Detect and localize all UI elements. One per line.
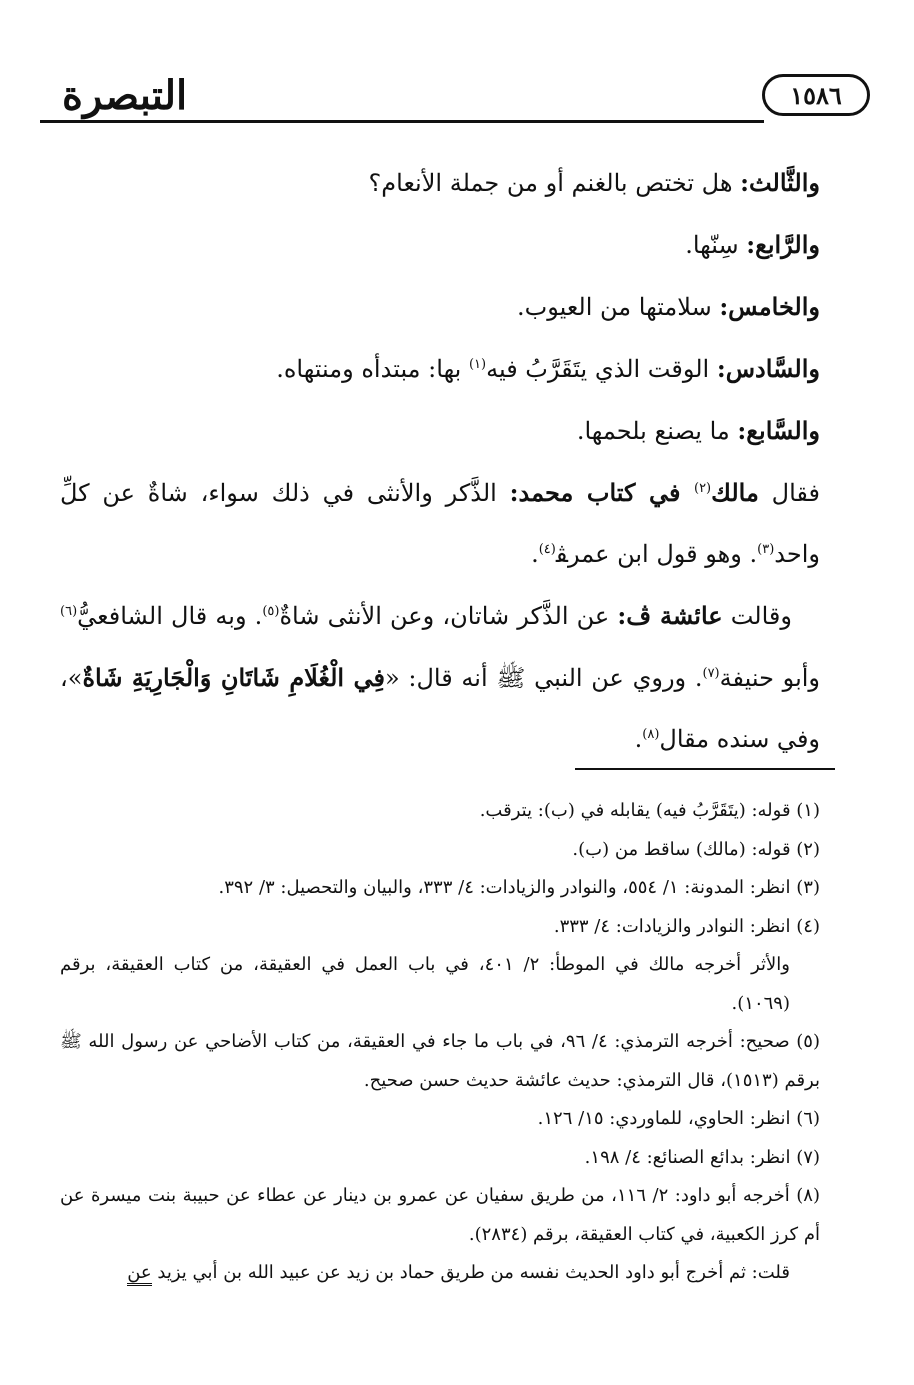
paragraph-third	[60, 152, 820, 214]
footnote-4-continuation: والأثر أخرجه مالك في الموطأ: ٢/ ٤٠١، في باب العمل في العقيقة، من كتاب العقيقة، برقم (١٠٦٩).	[60, 954, 790, 1014]
text-run: فقال	[758, 479, 821, 507]
hadith-quote: فِي الْغُلَامِ شَاتَانِ وَالْجَارِيَةِ شَاةٌ	[82, 663, 385, 692]
footnote-1: (١) قوله: (يتَقَرَّبُ فيه) يقابله في (ب): يترقب.	[479, 800, 820, 821]
item-text: بها: مبتدأه ومنتهاه.	[276, 355, 469, 383]
text-run: . وروي عن النبي ﷺ أنه قال: «	[385, 664, 703, 692]
paragraph-malik	[60, 462, 820, 585]
footnote-8-continuation-text: قلت: ثم أخرج أبو داود الحديث نفسه من طريق حماد بن زيد عن عبيد الله بن أبي يزيد	[157, 1262, 790, 1283]
footnote-ref: (٢)	[693, 481, 712, 496]
running-title: التبصرة	[62, 72, 188, 119]
footnote-4: (٤) انظر: النوادر والزيادات: ٤/ ٣٣٣.	[553, 915, 820, 937]
main-text	[60, 152, 820, 770]
footnote-2: (٢) قوله: (مالك) ساقط من (ب).	[572, 838, 820, 860]
footnote-ref: (٧)	[702, 666, 720, 681]
text-run: عن الذَّكر شاتان، وعن الأنثى شاةٌ	[279, 602, 618, 630]
paragraph-seventh	[60, 400, 820, 462]
header-rule	[40, 120, 764, 123]
paragraph-sixth	[60, 338, 820, 400]
item-label: والثَّالث:	[740, 168, 820, 197]
item-text: هل تختص بالغنم أو من جملة الأنعام؟	[368, 169, 741, 197]
item-label: والرَّابع:	[746, 230, 820, 259]
paragraph-fifth	[60, 276, 820, 338]
paragraph-fourth	[60, 214, 820, 276]
text-run: . وبه قال الشافعيُّ	[77, 602, 263, 630]
footnote-7: (٧) انظر: بدائع الصنائع: ٤/ ١٩٨.	[584, 1146, 820, 1168]
honorific-glyph: ﭭ	[555, 540, 568, 568]
item-text: سِنّها.	[685, 231, 747, 259]
catchword: عن	[127, 1262, 151, 1286]
footnote-3: (٣) انظر: المدونة: ١/ ٥٥٤، والنوادر والزيادات: ٤/ ٣٣٣، والبيان والتحصيل: ٣/ ٣٩٢.	[218, 877, 820, 898]
text-run: .	[634, 725, 643, 753]
footnote-separator	[575, 768, 835, 770]
footnote-6: (٦) انظر: الحاوي، للماوردي: ١٥/ ١٢٦.	[537, 1108, 820, 1129]
item-label: والسَّادس:	[716, 354, 820, 383]
footnote-8-continuation	[60, 1254, 820, 1293]
item-text: الوقت الذي يتَقَرَّبُ فيه	[486, 355, 717, 383]
text-run: الذَّكر والأنثى في ذلك سواء، شاةٌ عن كلِّ واحد	[60, 479, 820, 568]
item-label: والسَّابع:	[737, 416, 820, 445]
footnote-8: (٨) أخرجه أبو داود: ٢/ ١١٦، من طريق سفيان عن عمرو بن دينار عن عطاء عن حبيبة بنت ميسرة عن أم كرز الكعبية، في كتاب العقيقة، برقم (٢٨٣٤).	[60, 1185, 820, 1245]
item-text: ما يصنع بلحمها.	[576, 417, 738, 445]
footnote-ref: (٥)	[262, 604, 280, 619]
footnotes	[60, 792, 820, 1293]
footnote-ref: (٦)	[60, 604, 78, 619]
footnote-ref: (٨)	[642, 727, 660, 742]
source-label: في كتاب محمد:	[509, 478, 694, 507]
name-aisha: عائشة ﭪ:	[617, 601, 723, 630]
text-run: »، وفي سنده مقال	[60, 664, 820, 753]
text-run: وقالت	[722, 602, 792, 630]
page-number-badge: ١٥٨٦	[762, 74, 870, 116]
footnote-ref: (٣)	[757, 542, 775, 557]
text-run: وأبو حنيفة	[719, 664, 821, 692]
text-run: .	[531, 540, 539, 568]
item-text: سلامتها من العيوب.	[516, 293, 720, 321]
paragraph-aisha	[60, 585, 820, 770]
name-malik: مالك	[711, 478, 759, 507]
footnote-ref: (١)	[468, 357, 487, 372]
footnote-ref: (٤)	[538, 542, 556, 557]
item-label: والخامس:	[719, 292, 820, 321]
footnote-5: (٥) صحيح: أخرجه الترمذي: ٤/ ٩٦، في باب ما جاء في العقيقة، من كتاب الأضاحي عن رسول الله ﷺ برقم (١٥١٣)، قال الترمذي: حديث عائشة حديث حسن صحيح.	[60, 1031, 820, 1091]
page-header	[40, 66, 870, 128]
text-run: . وهو قول ابن عمر	[568, 540, 758, 568]
